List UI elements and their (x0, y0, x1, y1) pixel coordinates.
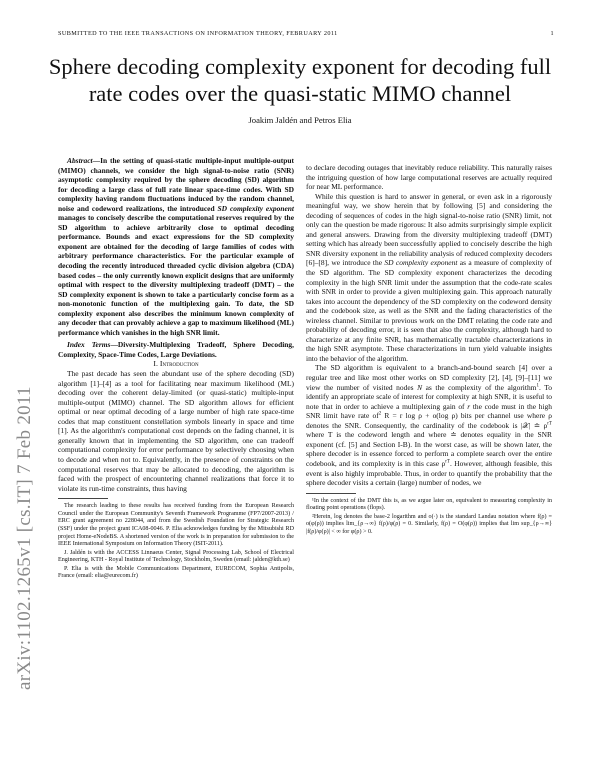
abstract-label: Abstract (67, 156, 93, 165)
right-paragraph-2 (306, 192, 552, 364)
page-number: 1 (550, 30, 554, 37)
abstract-text: —In the setting of quasi-static multiple-input multiple-output (MIMO) channels, we consider the high signal-to-noise ratio (SNR) asymptotic complexity required by the sphere decoding (SD) algorithm for decoding a large class of full rate linear space-time codes. With SD complexity having random fluctuations induced by the random channel, noise and codeword realizations, the introduced (58, 156, 294, 213)
journal-line: SUBMITTED TO THE IEEE TRANSACTIONS ON INFORMATION THEORY, FEBRUARY 2011 (58, 30, 338, 37)
right-footnotes (306, 498, 552, 537)
abstract (58, 156, 294, 337)
right-paragraph-3 (306, 363, 552, 487)
index-terms-label: Index Terms (67, 340, 111, 350)
abstract-text-2: manages to concisely describe the computational reserves required by the SD algorithm to achieve arbitrarily close to optimal decoding performance. Bounds and exact expressions for the SD complexity exponent are obtained for the decoding of large families of codes with arbitrary performance characteristics. For the particular example of decoding the recently introduced threaded cyclic division algebra (CDA) based codes – the only currently known explicit designs that are uniformly optimal with respect to the diversity multiplexing tradeoff (DMT) – the SD complexity exponent is shown to take a particularly concise form as a non-monotonic function of the multiplexing gain. To date, the SD complexity exponent also describes the minimum known complexity of any decoder that can provably achieve a gap to maximum likelihood (ML) performance which vanishes in the high SNR limit. (58, 213, 294, 337)
p3-g: . However, although feasible, this event is also highly improbable. Thus, in order to quantify the probability that the sphere decoder visits a certain (large) number of nodes, we (306, 458, 552, 488)
right-paragraph-1: to declare decoding outages that inevitably reduce reliability. This naturally raises the intriguing question of how large computational reserves are actually required for near ML performance. (306, 163, 552, 192)
p3-sup-1: rT (547, 421, 552, 427)
p2-italic: SD complexity exponent (384, 258, 458, 268)
footnote-funding: The research leading to these results has received funding from the European Research Council under the European Community's Seventh Framework Programme (FP7/2007-2013) / ERC grant agreement no 228044, and from the Swedish Foundation for Strategic Research (SSF) under the project grant ICA08-0046. P. Elia acknowledges funding by the Mitsubishi RD project Home-eNodeBS. A shortened version of the work is in preparation for submission to the IEEE International Symposium on Information Theory (ISIT-2011). (58, 503, 294, 548)
fn-mark-1: 1 (536, 383, 539, 389)
left-column (58, 156, 294, 582)
arxiv-stamp: arXiv:1102.1265v1 [cs.IT] 7 Feb 2011 (14, 386, 35, 690)
index-terms-text: —Diversity-Multiplexing Tradeoff, Sphere Decoding, Complexity, Space-Time Codes, Large Deviations. (58, 340, 294, 359)
footnote-2: ²Herein, log denotes the base-2 logarithm and o(·) is the standard Landau notation where f(ρ) = o(φ(ρ)) implies lim_{ρ→∞} f(ρ)/φ(ρ) = 0. Similarly, f(ρ) = O(φ(ρ)) implies that lim sup_{ρ→∞} |f(ρ)/φ(ρ)| < ∞ for φ(ρ) > 0. (306, 513, 552, 535)
p3-n: N (417, 382, 423, 392)
section-heading: I. Introduction (153, 359, 199, 369)
p3-b: as the complexity of the algorithm (422, 382, 537, 392)
index-terms (58, 340, 294, 359)
p3-d: the code must in the high SNR limit have rate of (306, 401, 552, 421)
footnote-author-2: P. Elia is with the Mobile Communications Department, EURECOM, Sophia Antipolis, France (email: elia@eurecom.fr) (58, 565, 294, 580)
p3-a: The SD algorithm is equivalent to a branch-and-bound search [4] over a regular tree and like most other works on SD complexity [2], [4], [9]–[11] we view the number of visited nodes (306, 363, 552, 392)
paper-title: Sphere decoding complexity exponent for decoding full rate codes over the quasi-static MIMO channel (48, 54, 552, 106)
p3-f: where T is the codeword length and where ≐ denotes equality in the SNR exponent (cf. [5] and Section I-B). In the worst case, as will be shown later, the sphere decoder is in essence forced to perform a complete search over the entire codebook, and its complexity is in this case ρ (306, 430, 552, 468)
intro-paragraph: The past decade has seen the abundant use of the sphere decoding (SD) algorithm [1]–[4] as a tool for facilitating near maximum likelihood (ML) decoding over the coherent delay-limited (or quasi-static) multiple-input multiple-output (MIMO) channel. The SD algorithm allows for efficient optimal or near optimal decoding of a large number of high rate space-time codes that map constituent constellation symbols linearly in space and time [1]. As the algorithm's computational cost depends on the fading channel, it is generally known that in implementing the SD algorithm, one can tradeoff computational complexity for error performance by selectively choosing when to decode and when not to. Equivalently, in the presence of constraints on the computational reserves that may be allocated to decoding, the algorithm is faced with the prospect of encountering channel realizations that force it to violate its run-time constraints, thus having (58, 369, 294, 493)
author-line: Joakim Jaldén and Petros Elia (248, 115, 352, 125)
p3-r: r (467, 401, 471, 411)
p2-text: While this question is hard to answer in general, or even ask in a rigorously meaningful way, we show herein that by following [5] and considering the decoding of sequences of codes in the high signal-to-noise ratio (SNR) limit, not only can the question be made rigorous: It also admits surprisingly simple explicit and general answers. Drawing from the diversity multiplexing tradeoff (DMT) setting which has already been successfully applied to concisely describe the high SNR diversity exponent in the reliability analysis of reduced complexity decoders [6]–[8], we introduce the (306, 191, 552, 268)
p2-end: as a measure of complexity of the SD algorithm. The SD complexity exponent characterizes the decoding complexity in the high SNR limit under the assumption that the code-rate scales with SNR in order to provide a given multiplexing gain. This approach naturally takes into account the dependency of the SD complexity on the codeword density and the codebook size, as well as the SNR and the fading characteristics of the wireless channel. Similar to previous work on the DMT relating the code rate and probability of decoding error, it is seen that also the complexity, although hard to characterize at any finite SNR, has mathematically tractable characterizations in the high SNR asymptote. These characterizations in turn yield valuable insights into the behavior of the algorithm. (306, 258, 552, 363)
p3-c: . To identify an appropriate scale of interest for complexity at high SNR, it is useful to note that in order to achieve a multiplexing gain of (306, 382, 552, 411)
fn-mark-2: 2 (378, 411, 382, 417)
p3-sup-2: rT (445, 459, 450, 465)
right-footnote-separator (306, 493, 356, 494)
abstract-italic: SD complexity exponent (217, 203, 294, 213)
p3-e: R = r log ρ + o(log ρ) bits per channel use where ρ denotes the SNR. Consequently, the cardinality of the codebook is |𝒳| ≐ ρ (306, 411, 553, 430)
footnotes (58, 503, 294, 581)
footnote-author-1: J. Jaldén is with the ACCESS Linnaeus Center, Signal Processing Lab, School of Electrical Engineering, KTH - Royal Institute of Technology, Stockholm, Sweden (email: jalden@kth.se) (58, 549, 294, 564)
running-header (58, 30, 554, 37)
right-column (306, 163, 552, 538)
footnote-1: ¹In the context of the DMT this is, as we argue later on, equivalent to measuring complexity in floating point operations (flops). (306, 497, 552, 512)
footnote-separator (58, 498, 108, 499)
